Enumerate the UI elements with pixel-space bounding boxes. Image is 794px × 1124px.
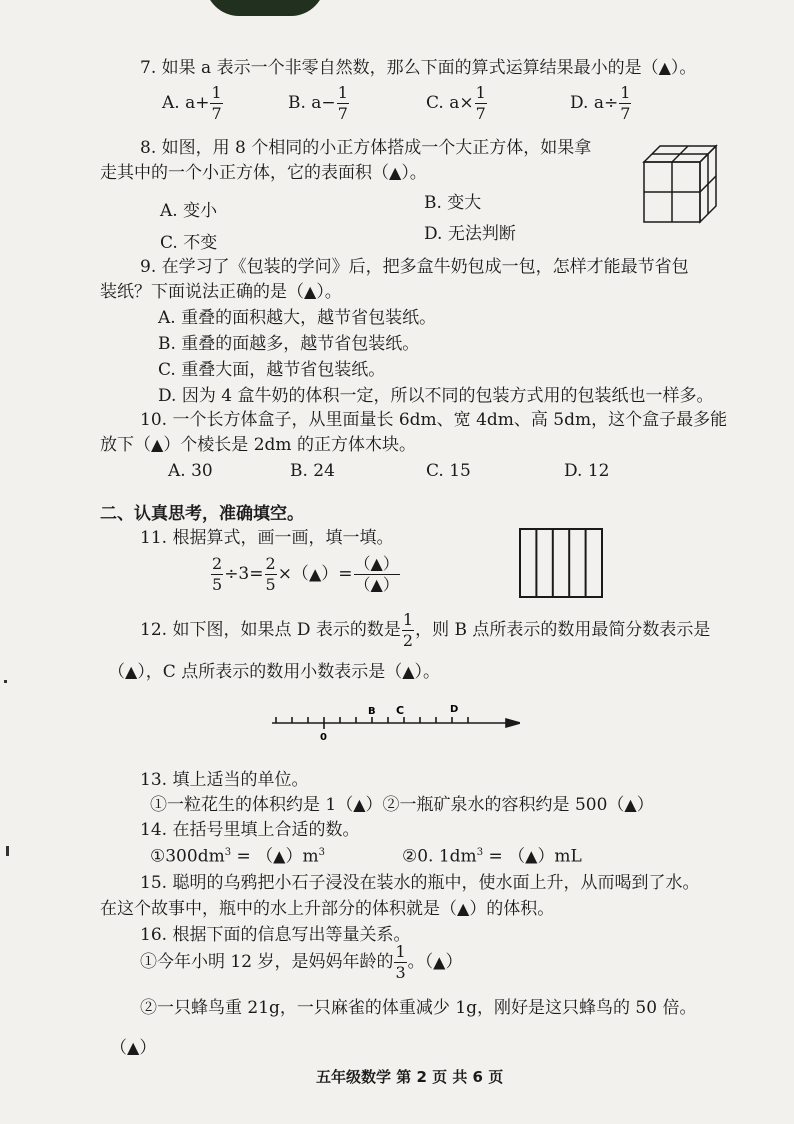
- q9-option-c: C. 重叠大面，越节省包装纸。: [158, 360, 386, 380]
- q8-option-b: B. 变大: [424, 193, 482, 213]
- q7-stem: 7. 如果 a 表示一个非零自然数，那么下面的算式运算结果最小的是（▲）。: [140, 58, 697, 78]
- q11-equation: $\frac{2}{5}$ ÷3= $\frac{2}{5}$ ×（▲）= $\frac{(▲)}{(▲)}$: [212, 554, 399, 594]
- q16-answer-line: （▲）: [110, 1038, 157, 1058]
- q14-stem: 14. 在括号里填上合适的数。: [140, 820, 360, 840]
- q10-option-a: A. 30: [168, 461, 213, 481]
- number-line-label-0: 0: [320, 732, 327, 743]
- scan-speck: [6, 846, 9, 856]
- q16-item-2: ②一只蜂鸟重 21g，一只麻雀的体重减少 1g，刚好是这只蜂鸟的 50 倍。: [140, 998, 697, 1018]
- q16-stem: 16. 根据下面的信息写出等量关系。: [140, 925, 411, 945]
- cube-figure: [630, 138, 720, 238]
- q10-stem-line2: 放下（▲）个棱长是 2dm 的正方体木块。: [100, 435, 416, 455]
- q7-option-d: D. a÷ $\frac{1}{7}$: [570, 83, 631, 123]
- q10-option-c: C. 15: [426, 461, 471, 481]
- scan-speck: [4, 680, 7, 683]
- q9-option-b: B. 重叠的面越多，越节省包装纸。: [158, 334, 420, 354]
- q9-stem: 9. 在学习了《包装的学问》后，把多盒牛奶包成一包，怎样才能最节省包: [140, 257, 689, 277]
- q13-line2: ①一粒花生的体积约是 1（▲）②一瓶矿泉水的容积约是 500（▲）: [150, 795, 654, 815]
- q10-stem: 10. 一个长方体盒子，从里面量长 6dm、宽 4dm、高 5dm，这个盒子最多能: [140, 410, 728, 430]
- q12-number-line: [270, 700, 520, 745]
- q10-option-b: B. 24: [290, 461, 335, 481]
- section-2-title: 二、认真思考，准确填空。: [100, 504, 304, 524]
- q10-option-d: D. 12: [564, 461, 610, 481]
- number-line-label-c: C: [396, 704, 405, 717]
- q11-fraction-grid: [518, 527, 604, 599]
- q8-option-d: D. 无法判断: [424, 224, 516, 244]
- q14-item-a: $①300dm^3$ = $(▲)m^3$: [150, 846, 325, 867]
- q9-option-d: D. 因为 4 盒牛奶的体积一定，所以不同的包装方式用的包装纸也一样多。: [158, 386, 714, 406]
- q15-stem: 15. 聪明的乌鸦把小石子浸没在装水的瓶中，使水面上升，从而喝到了水。: [140, 873, 700, 893]
- q8-stem: 8. 如图，用 8 个相同的小正方体搭成一个大正方体，如果拿: [140, 138, 592, 158]
- number-line-label-b: B: [368, 706, 376, 717]
- q11-stem: 11. 根据算式，画一画，填一填。: [140, 528, 394, 548]
- q8-option-c: C. 不变: [160, 233, 218, 253]
- q8-stem-line2: 走其中的一个小正方体，它的表面积（▲）。: [100, 163, 427, 183]
- q7-option-c: C. a× $\frac{1}{7}$: [426, 83, 486, 123]
- q9-stem-line2: 装纸？下面说法正确的是（▲）。: [100, 282, 342, 302]
- q14-item-b: ②0. $1dm^3$ = （▲）mL: [402, 846, 582, 867]
- q15-line2: 在这个故事中，瓶中的水上升部分的体积就是（▲）的体积。: [100, 899, 555, 919]
- q8-option-a: A. 变小: [160, 201, 218, 221]
- q16-item-1: ①今年小明 12 岁，是妈妈年龄的 $\frac{1}{3}$ 。（▲）: [140, 942, 463, 982]
- photo-artifact: [205, 0, 325, 16]
- q13-stem: 13. 填上适当的单位。: [140, 770, 309, 790]
- q7-option-a: A. a+ $\frac{1}{7}$: [162, 83, 222, 123]
- page-footer: 五年级数学 第 2 页 共 6 页: [316, 1068, 504, 1086]
- q9-option-a: A. 重叠的面积越大，越节省包装纸。: [158, 308, 437, 328]
- q7-option-b: B. a− $\frac{1}{7}$: [288, 83, 348, 123]
- q12-line2: （▲），C 点所表示的数用小数表示是（▲）。: [108, 662, 441, 682]
- q12-stem: 12. 如下图，如果点 D 表示的数是 $\frac{1}{2}$ ，则 B 点所表示的数用最简分数表示是: [140, 610, 711, 650]
- number-line-label-d: D: [450, 704, 459, 715]
